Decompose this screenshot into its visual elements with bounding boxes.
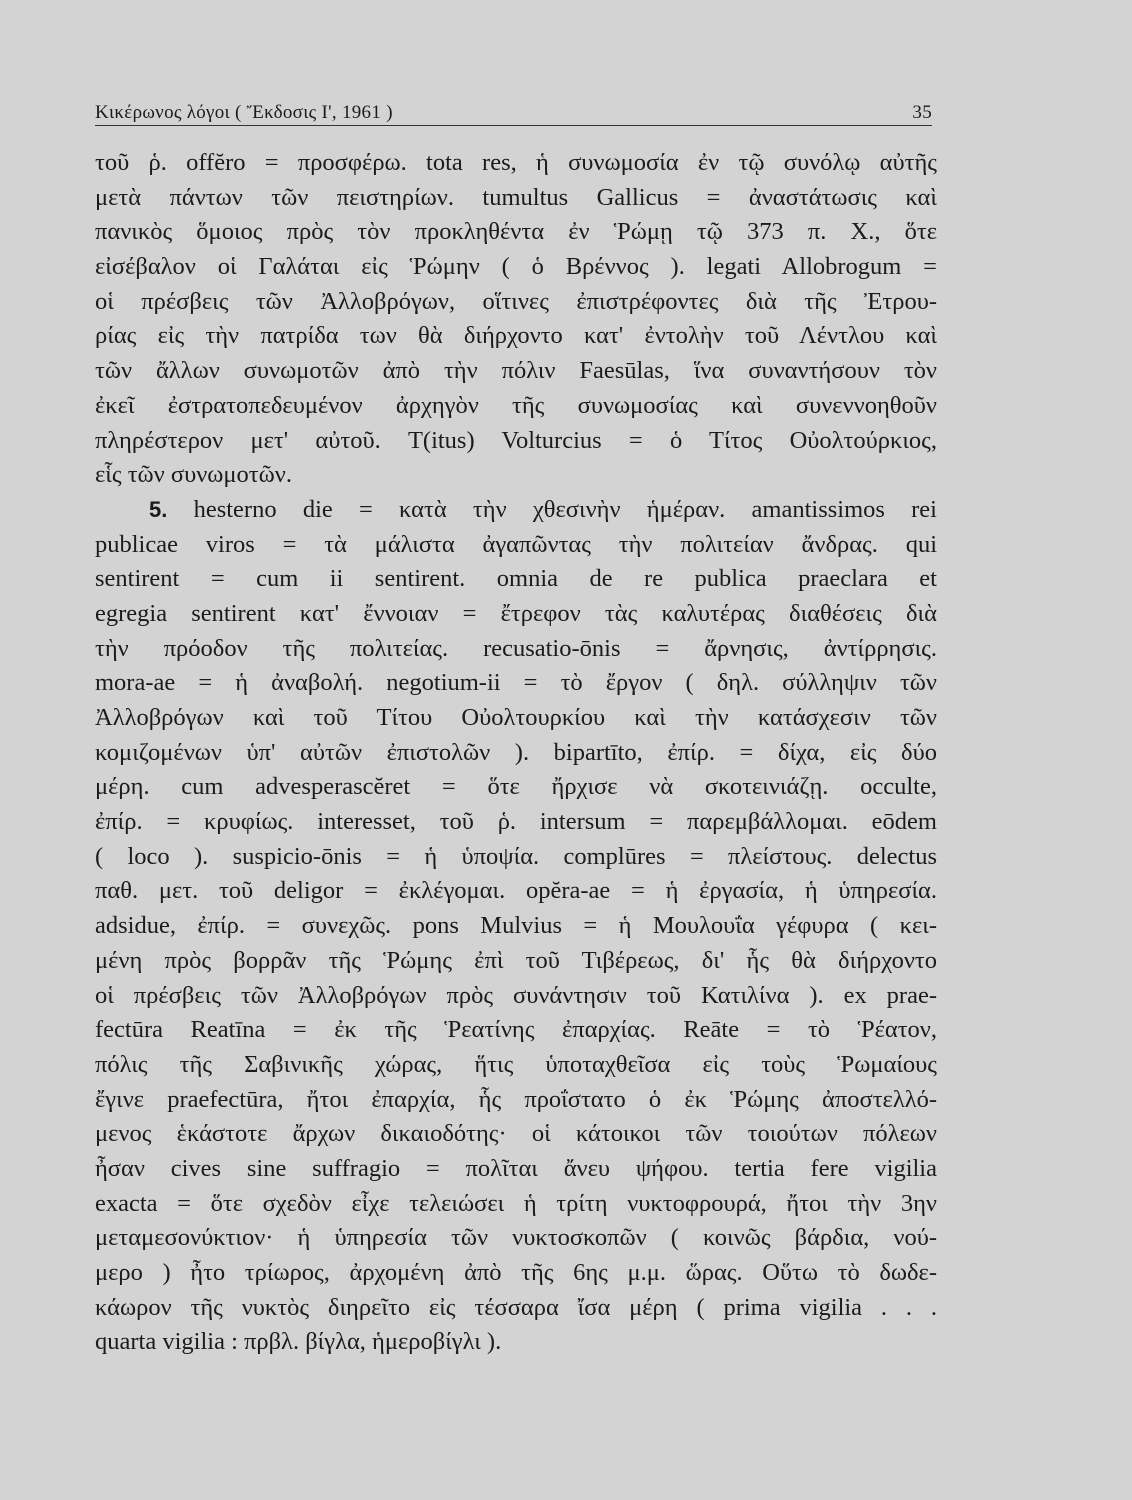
text-line: hesterno die = κατὰ τὴν χθεσινὴν ἡμέραν. amantissimos rei <box>193 495 937 523</box>
section-number: 5. <box>149 496 168 522</box>
text-line: πόλις τῆς Σαβινικῆς χώρας, ἥτις ὑποταχθεῖσα εἰς τοὺς Ῥωμαίους <box>95 1050 937 1078</box>
text-line: exacta = ὅτε σχεδὸν εἶχε τελειώσει ἡ τρίτη νυκτοφρουρά, ἤτοι τὴν 3ην <box>95 1189 937 1217</box>
text-line: οἱ πρέσβεις τῶν Ἀλλοβρόγων, οἵτινες ἐπιστρέφοντες διὰ τῆς Ἐτρου- <box>95 287 937 315</box>
text-line: ἐκεῖ ἐστρατοπεδευμένον ἀρχηγὸν τῆς συνωμοσίας καὶ συνεννοηθοῦν <box>95 391 937 419</box>
text-line: ἐπίρ. = κρυφίως. interesset, τοῦ ῥ. intersum = παρεμβάλλομαι. eōdem <box>95 808 937 836</box>
text-line: μεταμεσονύκτιον· ἡ ὑπηρεσία τῶν νυκτοσκοπῶν ( κοινῶς βάρδια, νού- <box>95 1224 937 1252</box>
text-line: ἔγινε praefectūra, ἤτοι ἐπαρχία, ἧς προΐστατο ὁ ἐκ Ῥώμης ἀποστελλό- <box>95 1085 937 1113</box>
text-line: τῶν ἄλλων συνωμοτῶν ἀπὸ τὴν πόλιν Faesūlas, ἵνα συναντήσουν τὸν <box>95 357 937 385</box>
text-line: ( loco ). suspicio-ōnis = ἡ ὑποψία. complūres = πλείστους. delectus <box>95 842 937 870</box>
running-header <box>95 90 932 124</box>
section-first-line <box>95 493 937 528</box>
text-line: μερο ) ἦτο τρίωρος, ἀρχομένη ἀπὸ τῆς 6ης μ.μ. ὥρας. Οὕτω τὸ δωδε- <box>95 1259 937 1286</box>
text-line: μέρη. cum advesperascĕret = ὅτε ἤρχισε νὰ σκοτεινιάζῃ. occulte, <box>95 773 937 801</box>
text-line: sentirent = cum ii sentirent. omnia de re publica praeclara et <box>95 565 937 593</box>
text-line: τὴν πρόοδον τῆς πολιτείας. recusatio-ōnis = ἄρνησις, ἀντίρρησις. <box>95 634 937 662</box>
text-line: παθ. μετ. τοῦ deligor = ἐκλέγομαι. opĕra-ae = ἡ ἐργασία, ἡ ὑπηρεσία. <box>95 877 937 905</box>
text-line: ρίας εἰς τὴν πατρίδα των θὰ διήρχοντο κατ' ἐντολὴν τοῦ Λέντλου καὶ <box>95 322 937 350</box>
text-line: εἰσέβαλον οἱ Γαλάται εἰς Ῥώμην ( ὁ Βρέννος ). legati Allobrogum = <box>95 253 937 281</box>
text-line: publicae viros = τὰ μάλιστα ἀγαπῶντας τὴν πολιτείαν ἄνδρας. qui <box>95 530 937 558</box>
text-line: mora-ae = ἡ ἀναβολή. negotium-ii = τὸ ἔργον ( δηλ. σύλληψιν τῶν <box>95 669 937 697</box>
text-line: μενος ἑκάστοτε ἄρχων δικαιοδότης· οἱ κάτοικοι τῶν τοιούτων πόλεων <box>95 1120 937 1148</box>
text-line: fectūra Reatīna = ἐκ τῆς Ῥεατίνης ἐπαρχίας. Reāte = τὸ Ῥέατον, <box>95 1016 937 1044</box>
text-line: τοῦ ῥ. offĕro = προσφέρω. tota res, ἡ συνωμοσία ἐν τῷ συνόλῳ αὐτῆς <box>95 149 937 176</box>
text-line: οἱ πρέσβεις τῶν Ἀλλοβρόγων πρὸς συνάντησιν τοῦ Κατιλίνα ). ex prae- <box>95 981 937 1009</box>
text-line: κομιζομένων ὑπ' αὐτῶν ἐπιστολῶν ). bipartīto, ἐπίρ. = δίχα, εἰς δύο <box>95 738 937 766</box>
text-line: egregia sentirent κατ' ἔννοιαν = ἔτρεφον τὰς καλυτέρας διαθέσεις διὰ <box>95 599 937 627</box>
text-line: Ἀλλοβρόγων καὶ τοῦ Τίτου Οὐολτουρκίου καὶ τὴν κατάσχεσιν τῶν <box>95 704 937 731</box>
text-line: κάωρον τῆς νυκτὸς διηρεῖτο εἰς τέσσαρα ἴσα μέρη ( prima vigilia . . . <box>95 1293 937 1321</box>
commentary-body <box>95 146 937 1360</box>
text-line: quarta vigilia : πρβλ. βίγλα, ἡμεροβίγλι ). <box>95 1328 502 1356</box>
text-line: adsidue, ἐπίρ. = συνεχῶς. pons Mulvius = ἡ Μουλουΐα γέφυρα ( κει- <box>95 912 937 940</box>
text-line: εἷς τῶν συνωμοτῶν. <box>95 461 292 489</box>
text-line: πανικὸς ὅμοιος πρὸς τὸν προκληθέντα ἐν Ῥώμῃ τῷ 373 π. Χ., ὅτε <box>95 218 937 246</box>
page-number: 35 <box>912 102 932 123</box>
text-line: πληρέστερον μετ' αὐτοῦ. T(itus) Volturcius = ὁ Τίτος Οὐολτούρκιος, <box>95 426 937 454</box>
running-title: Κικέρωνος λόγοι ( Ἔκδοσις Ι', 1961 ) <box>95 102 393 123</box>
text-line: μένη πρὸς βορρᾶν τῆς Ῥώμης ἐπὶ τοῦ Τιβέρεως, δι' ἧς θὰ διήρχοντο <box>95 946 937 974</box>
header-rule <box>95 125 932 126</box>
text-line: μετὰ πάντων τῶν πειστηρίων. tumultus Gallicus = ἀναστάτωσις καὶ <box>95 183 937 211</box>
text-line: ἦσαν cives sine suffragio = πολῖται ἄνευ ψήφου. tertia fere vigilia <box>95 1154 937 1182</box>
